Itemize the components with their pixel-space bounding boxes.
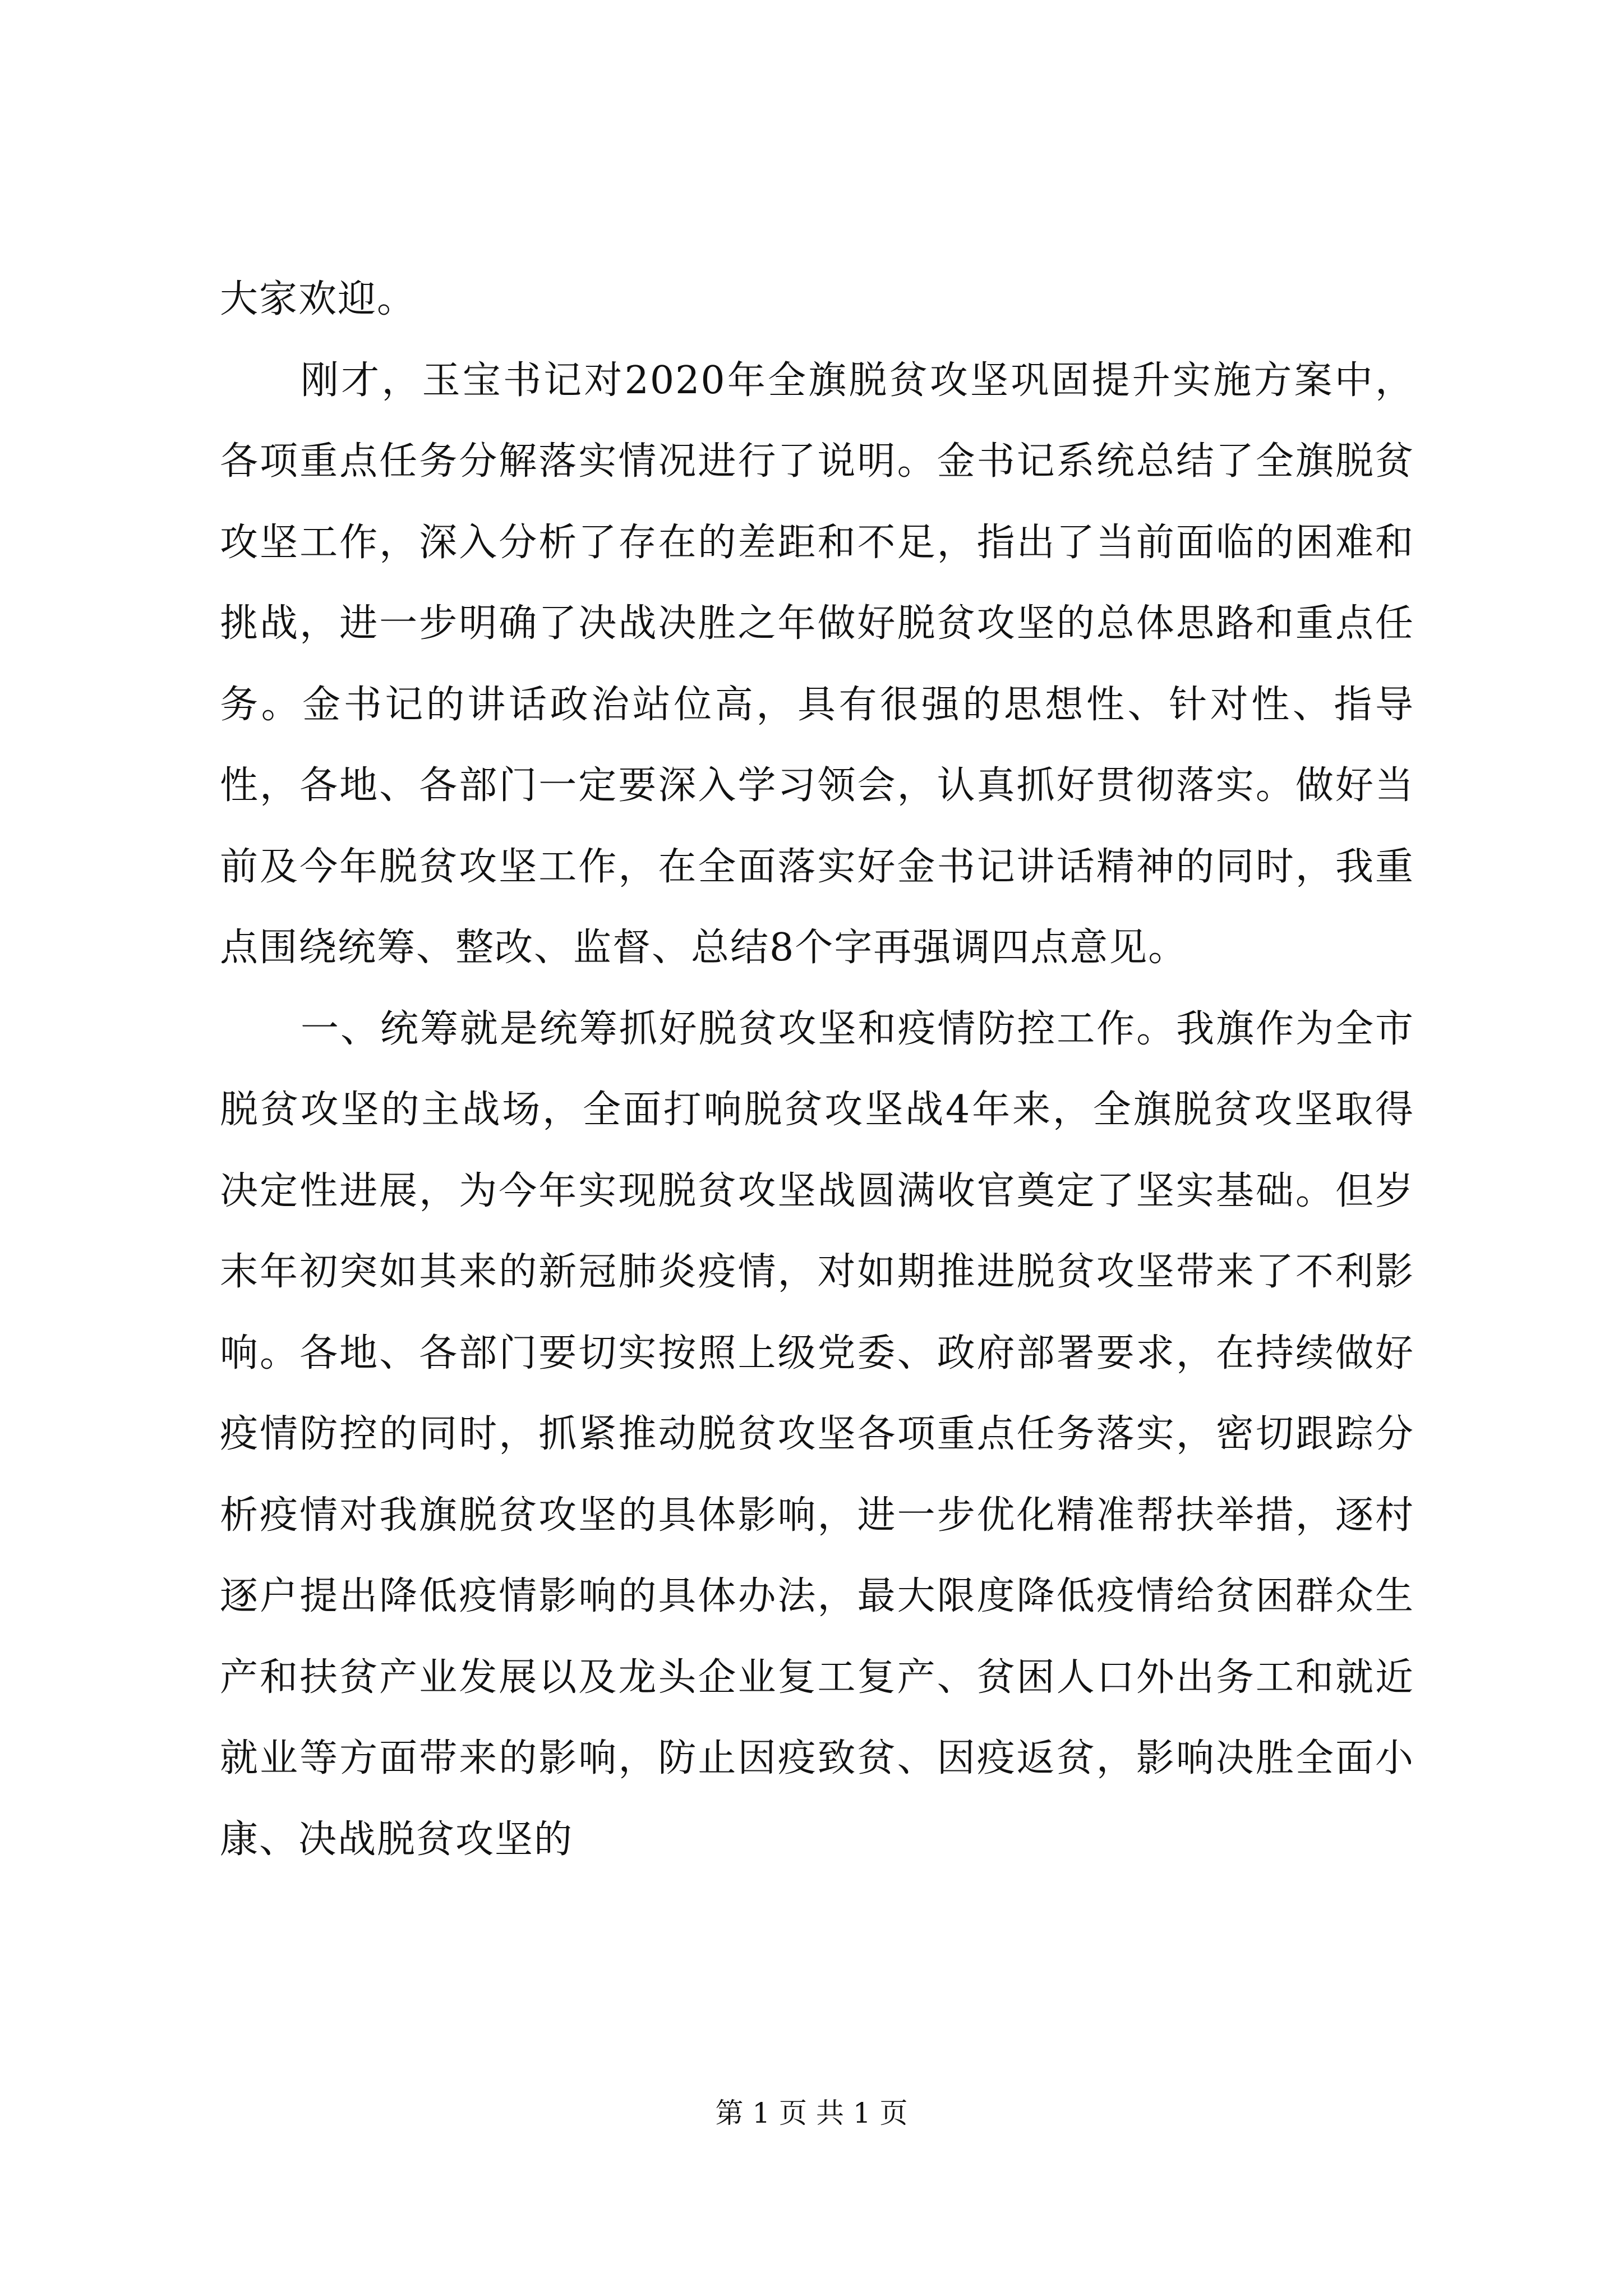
paragraph-intro: 刚才，玉宝书记对2020年全旗脱贫攻坚巩固提升实施方案中，各项重点任务分解落实情况进行了说明。金书记系统总结了全旗脱贫攻坚工作，深入分析了存在的差距和不足，指出了当前面临的困难和挑战，进一步明确了决战决胜之年做好脱贫攻坚的总体思路和重点任务。金书记的讲话政治站位高，具有很强的思想性、针对性、指导性，各地、各部门一定要深入学习领会，认真抓好贯彻落实。做好当前及今年脱贫攻坚工作，在全面落实好金书记讲话精神的同时，我重点围绕统筹、整改、监督、总结8个字再强调四点意见。 bbox=[220, 358, 1414, 970]
paragraph-continuation: 大家欢迎。 bbox=[220, 277, 417, 321]
paragraph-point-one: 一、统筹就是统筹抓好脱贫攻坚和疫情防控工作。我旗作为全市脱贫攻坚的主战场，全面打响脱贫攻坚战4年来，全旗脱贫攻坚取得决定性进展，为今年实现脱贫攻坚战圆满收官奠定了坚实基础。但岁末年初突如其来的新冠肺炎疫情，对如期推进脱贫攻坚带来了不利影响。各地、各部门要切实按照上级党委、政府部署要求，在持续做好疫情防控的同时，抓紧推动脱贫攻坚各项重点任务落实，密切跟踪分析疫情对我旗脱贫攻坚的具体影响，进一步优化精准帮扶举措，逐村逐户提出降低疫情影响的具体办法，最大限度降低疫情给贫困群众生产和扶贫产业发展以及龙头企业复工复产、贫困人口外出务工和就近就业等方面带来的影响，防止因疫致贫、因疫返贫，影响决胜全面小康、决战脱贫攻坚的 bbox=[220, 1006, 1414, 1862]
page-number-footer: 第 1 页 共 1 页 bbox=[715, 2097, 908, 2129]
document-body bbox=[220, 259, 1414, 1880]
